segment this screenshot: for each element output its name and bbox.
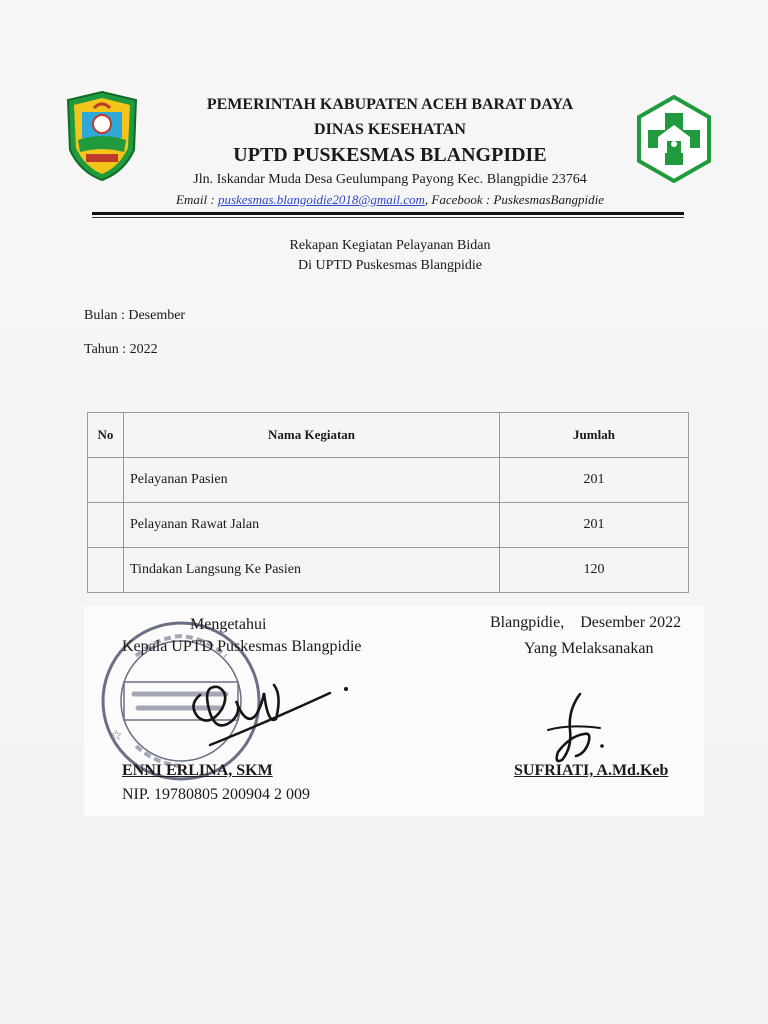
cell-no: [88, 503, 124, 548]
report-month: Bulan : Desember: [84, 308, 186, 323]
sign-right-caption: Yang Melaksanakan: [524, 640, 654, 657]
sign-left-nip: NIP. 19780805 200904 2 009: [122, 786, 311, 803]
cell-no: [88, 548, 124, 593]
header-divider-thin: [92, 217, 684, 218]
sign-left-caption2: Kepala UPTD Puskesmas Blangpidie: [122, 638, 362, 655]
svg-text:☆: ☆: [110, 728, 123, 744]
cell-nama: Tindakan Langsung Ke Pasien: [124, 548, 500, 593]
activity-table: [87, 412, 689, 593]
table-row: [88, 458, 689, 503]
facebook-text: , Facebook : PuskesmasBangpidie: [424, 192, 604, 207]
sign-left-caption1: Mengetahui: [190, 616, 267, 633]
header-department: DINAS KESEHATAN: [314, 121, 466, 138]
header-divider: [92, 212, 684, 215]
cell-jumlah: 201: [500, 458, 689, 503]
email-link[interactable]: puskesmas.blangoidie2018@gmail.com: [217, 192, 425, 207]
header-address: Jln. Iskandar Muda Desa Geulumpang Payong Kec. Blangpidie 23764: [193, 172, 587, 187]
cell-jumlah: 201: [500, 503, 689, 548]
aceh-barat-daya-emblem-icon: [64, 90, 140, 182]
cell-nama: Pelayanan Rawat Jalan: [124, 503, 500, 548]
signature-left-icon: [170, 665, 360, 760]
header-government: PEMERINTAH KABUPATEN ACEH BARAT DAYA: [206, 96, 574, 113]
column-header-jumlah: Jumlah: [500, 413, 689, 458]
header-institution: UPTD PUSKESMAS BLANGPIDIE: [233, 144, 547, 166]
cell-jumlah: 120: [500, 548, 689, 593]
table-row: [88, 503, 689, 548]
cell-nama: Pelayanan Pasien: [124, 458, 500, 503]
report-title: Rekapan Kegiatan Pelayanan Bidan: [289, 238, 491, 253]
column-header-no: No: [88, 413, 124, 458]
report-subtitle: Di UPTD Puskesmas Blangpidie: [298, 258, 482, 273]
cell-no: [88, 458, 124, 503]
sign-left-name: ENNI ERLINA, SKM: [122, 762, 273, 779]
sign-right-name: SUFRIATI, A.Md.Keb: [514, 762, 669, 779]
table-row: [88, 548, 689, 593]
signature-right-icon: [540, 690, 610, 770]
report-year: Tahun : 2022: [84, 342, 158, 357]
email-label: Email :: [176, 192, 218, 207]
column-header-nama: Nama Kegiatan: [124, 413, 500, 458]
table-header-row: [88, 413, 689, 458]
header-contact: [80, 192, 700, 208]
sign-right-date: Blangpidie, Desember 2022: [490, 614, 682, 631]
